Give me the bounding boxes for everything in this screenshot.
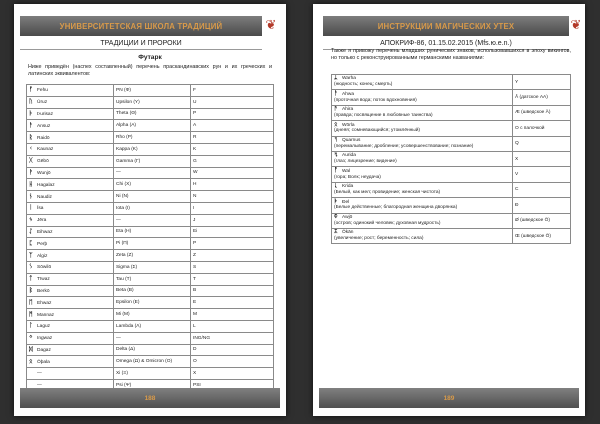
greek-cell-text: Mi (M) <box>116 312 130 318</box>
latin-cell-text: ING/NG <box>193 335 211 341</box>
table-row <box>27 108 274 120</box>
rune-meaning: (увеличение; рост; беременность; сила) <box>334 236 424 242</box>
rune-description-cell <box>332 213 513 228</box>
value-cell-text: Y <box>515 79 519 85</box>
latin-cell <box>191 320 274 332</box>
latin-cell-text: T <box>193 276 196 282</box>
greek-cell <box>114 155 191 167</box>
greek-cell-text: Rho (P) <box>116 135 133 141</box>
rune-glyph: ᛁ <box>29 205 33 212</box>
rune-meaning: (днеяя; сомневающийся; утомлённый) <box>334 128 421 134</box>
rune-glyph: ᚱ <box>29 134 33 141</box>
latin-cell-text: I <box>193 205 195 211</box>
rune-name-cell <box>27 344 114 356</box>
table-row <box>332 228 571 243</box>
rune-glyph: ᚡ <box>334 167 338 174</box>
greek-cell-text: — <box>116 335 121 341</box>
value-cell-text: O с палочкой <box>515 125 545 131</box>
table-row <box>27 96 274 108</box>
table-row <box>27 261 274 273</box>
rune-name: Ōkān <box>342 230 354 236</box>
latin-cell <box>191 273 274 285</box>
greek-cell <box>114 250 191 262</box>
latin-cell-text: P <box>193 241 197 247</box>
rune-name-cell <box>27 167 114 179</box>
rune-name: Krida <box>342 184 354 190</box>
rune-name-cell <box>27 332 114 344</box>
rune-name-cell-text: Jēra <box>37 218 47 224</box>
greek-cell <box>114 297 191 309</box>
greek-cell-text: — <box>116 170 121 176</box>
table-row <box>332 198 571 213</box>
rune-name-cell <box>27 214 114 226</box>
greek-cell <box>114 238 191 250</box>
table-row <box>27 273 274 285</box>
rune-description-cell <box>332 121 513 136</box>
rune-name-cell <box>27 297 114 309</box>
rune-name-cell <box>27 191 114 203</box>
rune-name-cell-text: Īsa <box>37 206 44 212</box>
latin-cell-text: W <box>193 170 198 176</box>
greek-cell-text: Upsilon (Υ) <box>116 99 140 105</box>
latin-cell-text: X <box>193 371 197 377</box>
latin-cell <box>191 344 274 356</box>
table-row <box>332 90 571 105</box>
latin-cell <box>191 179 274 191</box>
table-row <box>27 332 274 344</box>
latin-cell-text: B <box>193 288 197 294</box>
rune-description-cell <box>332 182 513 197</box>
rune-meaning: (Белый, как мел; провидение; женская чистота) <box>334 189 441 195</box>
rune-name-cell <box>27 202 114 214</box>
greek-cell-text: Kappa (K) <box>116 146 138 152</box>
rune-meaning: (остров; одинокий человек; духовная мудрость) <box>334 220 441 226</box>
rune-glyph: ᛏ <box>29 276 33 283</box>
rune-name-cell-text: — <box>37 382 42 388</box>
rune-name-cell <box>27 96 114 108</box>
latin-cell <box>191 309 274 321</box>
greek-cell-text: Beta (B) <box>116 288 134 294</box>
value-cell-text: Q <box>515 141 519 147</box>
latin-cell-text: E <box>193 300 197 306</box>
latin-cell-text: F <box>193 87 196 93</box>
greek-cell-text: Sigma (Σ) <box>116 264 138 270</box>
value-cell <box>513 228 571 243</box>
greek-cell-text: Xi (Ξ) <box>116 371 128 377</box>
table-row <box>27 297 274 309</box>
greek-cell <box>114 143 191 155</box>
greek-cell <box>114 344 191 356</box>
latin-cell-text: P <box>193 111 197 117</box>
rune-name: Wal <box>342 168 351 174</box>
page-subheader: АПОКРИФ-86, 01.15.02.2015 (Mfs.ю.e.n.) <box>323 38 569 50</box>
rune-name: Ahwa <box>342 91 354 97</box>
rune-name-cell <box>27 226 114 238</box>
greek-cell <box>114 132 191 144</box>
rune-glyph: ᚷ <box>29 158 33 165</box>
greek-cell <box>114 214 191 226</box>
rune-glyph: ᛞ <box>29 346 33 353</box>
younger-runes-table <box>331 74 571 244</box>
latin-cell-text: U <box>193 99 197 105</box>
greek-cell <box>114 120 191 132</box>
value-cell <box>513 90 571 105</box>
rune-name-cell-text: Raidō <box>37 135 50 141</box>
rune-name-cell-text: Þurisaz <box>37 111 53 117</box>
rune-glyph: ᚨ <box>334 90 338 97</box>
table-row <box>27 143 274 155</box>
table-row <box>332 105 571 120</box>
page-header: УНИВЕРСИТЕТСКАЯ ШКОЛА ТРАДИЦИЙ <box>20 16 262 36</box>
greek-cell-text: Iota (I) <box>116 205 130 211</box>
rune-description-cell <box>332 198 513 213</box>
value-cell-text: Å (датское AA) <box>515 95 548 101</box>
table-row <box>332 75 571 90</box>
rune-description-cell <box>332 90 513 105</box>
table-row <box>27 191 274 203</box>
latin-cell <box>191 214 274 226</box>
latin-cell-text: J <box>193 217 196 223</box>
rune-glyph: ᛦ <box>334 75 338 82</box>
rune-name-cell-text: Naudiz <box>37 194 52 200</box>
latin-cell-text: R <box>193 135 197 141</box>
greek-cell-text: Theta (Θ) <box>116 111 137 117</box>
greek-cell <box>114 309 191 321</box>
rune-meaning: (нюдность; конец; смерть) <box>334 82 393 88</box>
latin-cell-text: S <box>193 264 197 270</box>
rune-name-cell-text: Sōwilō <box>37 265 52 271</box>
page-header: ИНСТРУКЦИИ МАГИЧЕСКИХ УТЕХ <box>323 16 569 36</box>
latin-cell-text: A <box>193 123 197 129</box>
latin-cell <box>191 120 274 132</box>
greek-cell <box>114 202 191 214</box>
rune-description-cell <box>332 228 513 243</box>
greek-cell <box>114 226 191 238</box>
latin-cell-text: D <box>193 347 197 353</box>
rune-name-cell <box>27 273 114 285</box>
greek-cell <box>114 108 191 120</box>
value-cell-text: Æ (шведское Ä) <box>515 110 551 116</box>
rune-glyph: ᛪ <box>334 152 338 159</box>
rune-glyph: ᛟ <box>334 121 338 128</box>
table-row <box>27 85 274 97</box>
value-cell <box>513 136 571 151</box>
intro-paragraph: Также я привожу перечень младших рунических знаков, использовавшихся в эпоху викингов, но только с реконструированными германскими названиями: <box>331 48 571 62</box>
value-cell <box>513 151 571 166</box>
greek-cell <box>114 332 191 344</box>
left-page <box>14 4 286 416</box>
rune-name-cell <box>27 368 114 380</box>
futhark-table <box>26 84 274 392</box>
rune-meaning: (гора; Волк; неудача) <box>334 174 381 180</box>
latin-cell-text: G <box>193 158 197 164</box>
rune-glyph: ᛯ <box>334 229 338 236</box>
greek-cell-text: Gamma (Γ) <box>116 158 141 164</box>
latin-cell <box>191 332 274 344</box>
rune-name: Aurida <box>342 153 356 159</box>
greek-cell-text: Eta (H) <box>116 229 132 235</box>
greek-cell-text: Chi (X) <box>116 182 131 188</box>
table-row <box>27 356 274 368</box>
rune-name-cell-text: Ūruz <box>37 100 48 106</box>
latin-cell <box>191 167 274 179</box>
table-row <box>332 151 571 166</box>
rune-description-cell <box>332 151 513 166</box>
rune-name-cell <box>27 285 114 297</box>
greek-cell <box>114 179 191 191</box>
rune-name-cell-text: — <box>37 371 42 377</box>
latin-cell-text: Ei <box>193 229 198 235</box>
greek-cell <box>114 85 191 97</box>
greek-cell-text: Omega (Ω) & Omicron (O) <box>116 359 173 365</box>
value-cell-text: Ð <box>515 202 519 208</box>
rune-name-cell <box>27 85 114 97</box>
rune-glyph: ᛗ <box>29 311 33 318</box>
greek-cell <box>114 285 191 297</box>
page-number: 188 <box>20 388 280 408</box>
greek-cell-text: Delta (Δ) <box>116 347 135 353</box>
rune-name-cell <box>27 179 114 191</box>
greek-cell-text: Psi (Ψ) <box>116 382 132 388</box>
value-cell <box>513 105 571 120</box>
rune-name-cell <box>27 132 114 144</box>
latin-cell-text: O <box>193 359 197 365</box>
rune-name-cell-text: Perþ <box>37 241 48 247</box>
latin-cell <box>191 202 274 214</box>
greek-cell-text: PN (Φ) <box>116 87 132 93</box>
ornament-icon: ❦ <box>570 17 582 32</box>
greek-cell-text: Lambda (Λ) <box>116 323 142 329</box>
rune-name-cell-text: Ehwaz <box>37 300 52 306</box>
value-cell-text: C <box>515 187 519 193</box>
rune-glyph: ᛜ <box>29 335 33 342</box>
rune-name: Ðel <box>342 199 350 205</box>
value-cell-text: Ø (шведское Ö) <box>515 218 550 224</box>
rune-glyph: ᚢ <box>29 99 33 106</box>
greek-cell <box>114 320 191 332</box>
rune-name-cell-text: Tīwaz <box>37 277 50 283</box>
rune-name-cell <box>27 108 114 120</box>
table-row <box>332 213 571 228</box>
intro-paragraph: Ниже приведён (наспех составленный) перечень праскандинавских рун и их греческих и латинских эквивалентов: <box>28 64 272 78</box>
rune-glyph: ᚹ <box>29 169 33 176</box>
table-row <box>27 120 274 132</box>
rune-description-cell <box>332 105 513 120</box>
greek-cell-text: Zeta (Z) <box>116 253 134 259</box>
value-cell <box>513 121 571 136</box>
greek-cell-text: Pi (Π) <box>116 241 129 247</box>
table-row <box>27 179 274 191</box>
latin-cell <box>191 356 274 368</box>
rune-name-cell <box>27 320 114 332</box>
latin-cell-text: H <box>193 182 197 188</box>
value-cell <box>513 198 571 213</box>
rune-name-cell-text: Ansuz <box>37 123 51 129</box>
latin-cell <box>191 238 274 250</box>
greek-cell <box>114 273 191 285</box>
table-row <box>27 344 274 356</box>
rune-glyph: ᛰ <box>334 213 338 220</box>
rune-name-cell <box>27 356 114 368</box>
latin-cell <box>191 143 274 155</box>
rune-glyph: ᛩ <box>334 136 338 143</box>
latin-cell-text: N <box>193 194 197 200</box>
rune-meaning: (глаз; лицезрение; видение) <box>334 159 397 165</box>
rune-name-cell-text: Eihwaz <box>37 229 53 235</box>
greek-cell-text: — <box>116 217 121 223</box>
value-cell-text: V <box>515 172 519 178</box>
rune-glyph: ᚲ <box>29 146 33 153</box>
rune-description-cell <box>332 167 513 182</box>
rune-glyph: ᚾ <box>29 193 33 200</box>
section-title: Футарк <box>138 54 162 61</box>
latin-cell <box>191 132 274 144</box>
greek-cell <box>114 356 191 368</box>
rune-name: Wōrla <box>342 122 355 128</box>
greek-cell-text: Ni (N) <box>116 194 129 200</box>
value-cell <box>513 213 571 228</box>
latin-cell <box>191 226 274 238</box>
latin-cell-text: L <box>193 323 196 329</box>
table-row <box>27 214 274 226</box>
value-cell <box>513 182 571 197</box>
rune-name-cell-text: Mannaz <box>37 312 55 318</box>
table-row <box>27 285 274 297</box>
table-row <box>332 167 571 182</box>
value-cell <box>513 167 571 182</box>
table-row <box>27 309 274 321</box>
rune-name-cell-text: Berkō <box>37 288 50 294</box>
rune-meaning: (проточная вода; поток вдохновения) <box>334 97 417 103</box>
rune-name-cell <box>27 261 114 273</box>
value-cell-text: Œ (шведское Ö) <box>515 233 551 239</box>
rune-glyph: ᚺ <box>29 181 33 188</box>
greek-cell-text: Alpha (A) <box>116 123 136 129</box>
rune-name-cell <box>27 238 114 250</box>
rune-glyph: ᛊ <box>29 264 33 271</box>
latin-cell <box>191 108 274 120</box>
greek-cell <box>114 261 191 273</box>
rune-glyph: ᛚ <box>29 323 33 330</box>
rune-name-cell-text: Ōþala <box>37 359 50 365</box>
latin-cell <box>191 96 274 108</box>
table-row <box>27 132 274 144</box>
table-row <box>27 368 274 380</box>
rune-name: Quarnus <box>342 137 361 143</box>
latin-cell <box>191 85 274 97</box>
rune-glyph: ᚳ <box>334 183 338 190</box>
latin-cell <box>191 191 274 203</box>
rune-name-cell-text: Gēbō <box>37 159 49 165</box>
greek-cell <box>114 191 191 203</box>
table-row <box>332 121 571 136</box>
rune-name-cell-text: Algiz <box>37 253 48 259</box>
rune-name: Warha <box>342 76 356 82</box>
latin-cell-text: Z <box>193 253 196 259</box>
rune-glyph: ᚠ <box>29 87 33 94</box>
table-row <box>27 226 274 238</box>
greek-cell <box>114 96 191 108</box>
greek-cell-text: Epsilon (E) <box>116 300 140 306</box>
rune-name-cell <box>27 155 114 167</box>
rune-glyph: ᚨ <box>29 122 33 129</box>
table-row <box>27 167 274 179</box>
table-row <box>27 238 274 250</box>
rune-glyph: ᚫ <box>334 106 338 113</box>
latin-cell <box>191 261 274 273</box>
greek-cell <box>114 368 191 380</box>
rune-meaning: (перемалывание; дробление; усовершенствование; познание) <box>334 143 474 149</box>
rune-name-cell-text: Laguz <box>37 324 51 330</box>
rune-description-cell <box>332 75 513 90</box>
rune-glyph: ᛈ <box>29 240 33 247</box>
rune-name-cell-text: Hagalaz <box>37 182 55 188</box>
rune-glyph: ᚦ <box>29 110 33 117</box>
rune-name-cell <box>27 309 114 321</box>
rune-name-cell <box>27 143 114 155</box>
table-row <box>27 320 274 332</box>
table-row <box>332 182 571 197</box>
latin-cell-text: M <box>193 312 197 318</box>
value-cell-text: X <box>515 156 519 162</box>
latin-cell-text: PSI <box>193 382 201 388</box>
value-cell <box>513 75 571 90</box>
rune-name-cell-text: Dagaz <box>37 347 51 353</box>
right-page <box>313 4 585 416</box>
latin-cell <box>191 250 274 262</box>
latin-cell <box>191 285 274 297</box>
rune-glyph: ᛇ <box>29 228 33 235</box>
latin-cell <box>191 155 274 167</box>
page-subheader: ТРАДИЦИИ И ПРОРОКИ <box>20 38 262 50</box>
rune-name-cell-text: Fehu <box>37 88 48 94</box>
rune-name: Ahira <box>342 107 354 113</box>
rune-glyph: ᛟ <box>29 358 33 365</box>
rune-meaning: (Белые действенные; благородная женщина дворянка) <box>334 205 458 211</box>
latin-cell <box>191 368 274 380</box>
table-row <box>27 155 274 167</box>
page-number: 189 <box>319 388 579 408</box>
rune-name-cell <box>27 250 114 262</box>
table-row <box>27 250 274 262</box>
rune-name-cell-text: Wunjō <box>37 170 51 176</box>
latin-cell-text: K <box>193 146 197 152</box>
rune-glyph: ᛃ <box>29 217 33 224</box>
rune-description-cell <box>332 136 513 151</box>
rune-meaning: (правда; посвящение в любовные таинства) <box>334 112 433 118</box>
table-row <box>332 136 571 151</box>
latin-cell <box>191 297 274 309</box>
greek-cell-text: Tau (T) <box>116 276 132 282</box>
rune-glyph: ᛒ <box>29 287 33 294</box>
rune-name-cell-text: Kaunaz <box>37 147 54 153</box>
ornament-icon: ❦ <box>265 17 277 32</box>
rune-glyph: ᚧ <box>334 198 338 205</box>
rune-glyph: ᛖ <box>29 299 33 306</box>
greek-cell <box>114 167 191 179</box>
rune-name-cell-text: Ingwaz <box>37 336 53 342</box>
rune-name-cell <box>27 120 114 132</box>
rune-glyph: ᛉ <box>29 252 33 259</box>
rune-name: Awjō <box>342 214 353 220</box>
table-row <box>27 202 274 214</box>
